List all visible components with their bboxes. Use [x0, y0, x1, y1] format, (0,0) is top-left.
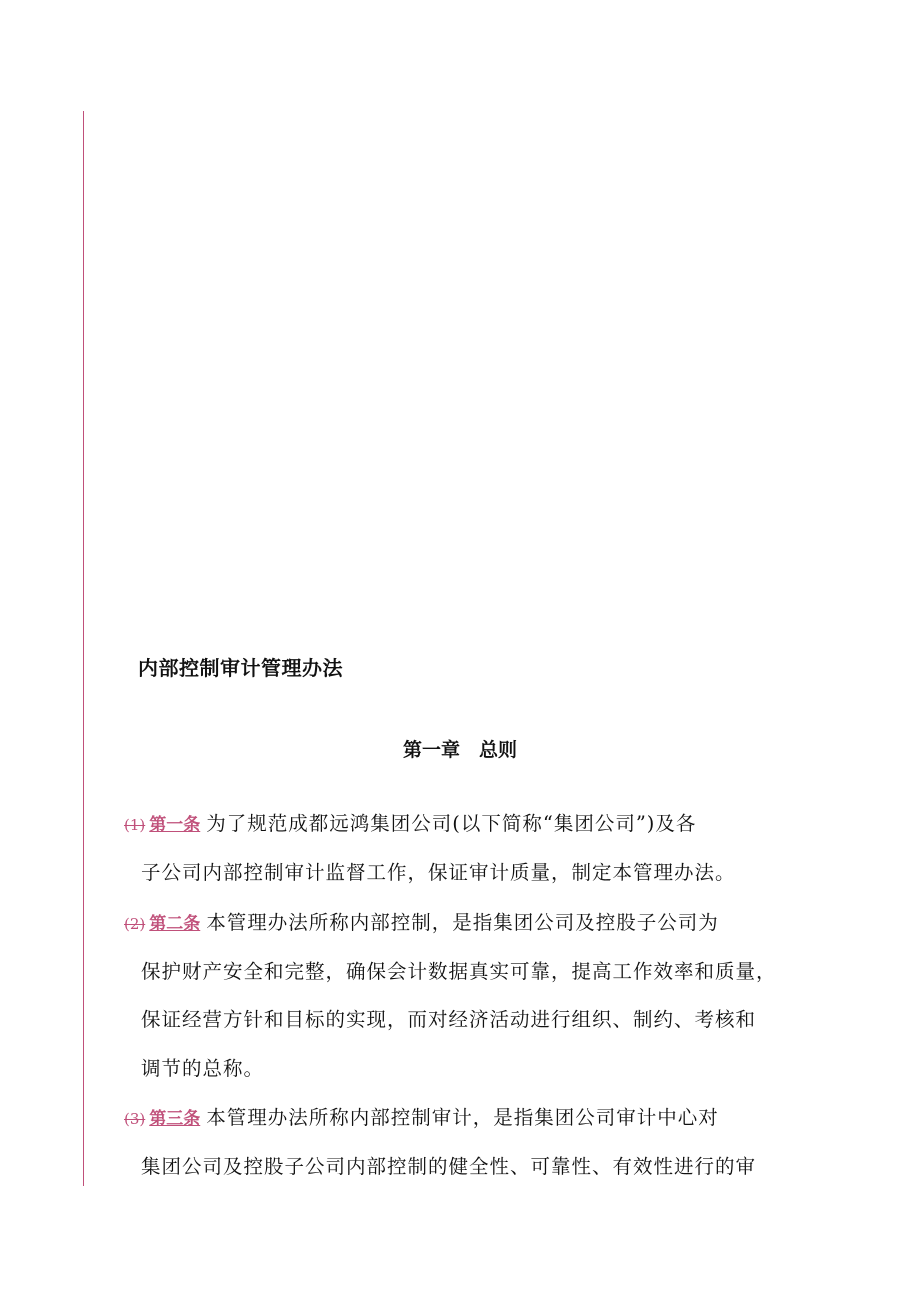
- article-1-label: 第一条: [149, 815, 201, 835]
- article-3-line-1: [124, 1106, 719, 1131]
- article-2-line-1: [124, 911, 719, 936]
- article-3-text-1: 本管理办法所称内部控制审计，是指集团公司审计中心对: [206, 1106, 719, 1129]
- article-2-marker: (2): [124, 915, 146, 933]
- article-2-line-2: 保护财产安全和完整，确保会计数据真实可靠，提高工作效率和质量，: [141, 960, 777, 983]
- article-3-marker: (3): [124, 1110, 146, 1128]
- article-2-text-1: 本管理办法所称内部控制，是指集团公司及控股子公司为: [206, 911, 719, 934]
- article-3-label: 第三条: [149, 1109, 201, 1129]
- article-1-marker: (1): [124, 816, 146, 834]
- article-1-line-2: 子公司内部控制审计监督工作，保证审计质量，制定本管理办法。: [141, 861, 736, 884]
- article-1-line-1: [124, 812, 696, 837]
- article-2-line-3: 保证经营方针和目标的实现，而对经济活动进行组织、制约、考核和: [141, 1008, 757, 1031]
- margin-revision-line: [83, 111, 84, 1186]
- article-2-line-4: 调节的总称。: [141, 1057, 265, 1080]
- article-2-label: 第二条: [149, 914, 201, 934]
- document-title: 内部控制审计管理办法: [138, 656, 343, 680]
- chapter-heading: 第一章 总则: [402, 739, 517, 761]
- article-3-line-2: 集团公司及控股子公司内部控制的健全性、可靠性、有效性进行的审: [141, 1155, 757, 1178]
- article-1-text-1: 为了规范成都远鸿集团公司(以下简称“集团公司”)及各: [206, 812, 697, 835]
